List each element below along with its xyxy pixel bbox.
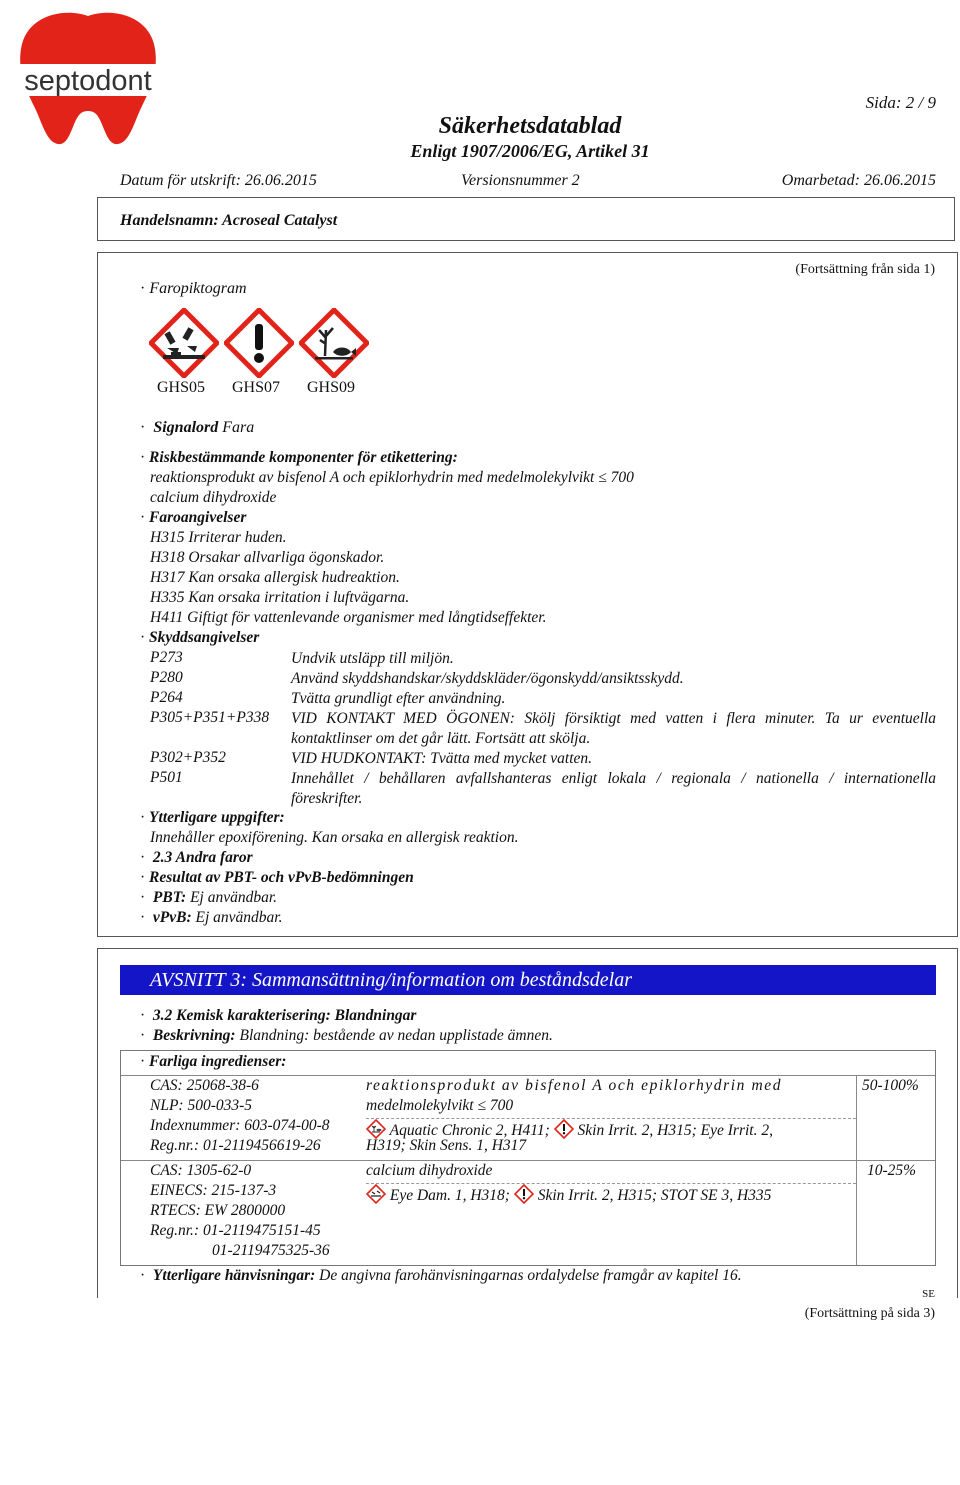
language-code: SE [922, 1288, 935, 1300]
ingredient-id: Reg.nr.: 01-2119456619-26 [150, 1137, 321, 1154]
ingredient-id: Reg.nr.: 01-2119475151-45 [150, 1222, 321, 1239]
exclamation-icon [554, 1119, 574, 1139]
precaution-text: VID KONTAKT MED ÖGONEN: Skölj försiktigt med vatten i flera minuter. Ta ur eventuella kontaktlinser om det går lätt. Fortsätt att skölja. [291, 710, 936, 747]
component-line: reaktionsprodukt av bisfenol A och epiklorhydrin med medelmolekylvikt ≤ 700 [150, 469, 634, 486]
hazard-heading: · Faroangivelser [140, 509, 246, 527]
product-name: Handelsnamn: Acroseal Catalyst [120, 212, 338, 229]
precaution-code: P305+P351+P338 [150, 709, 270, 726]
ingredient-id: NLP: 500-033-5 [150, 1097, 253, 1114]
other-hazards: · 2.3 Andra faror [140, 849, 253, 867]
extra-info-text: Innehåller epoxiförening. Kan orsaka en allergisk reaktion. [150, 829, 519, 846]
components-heading: · Riskbestämmande komponenter för etikettering: [140, 449, 458, 467]
hazard-statement: H315 Irriterar huden. [150, 529, 287, 546]
ingredients-heading: · Farliga ingredienser: [140, 1053, 286, 1071]
precaution-heading: · Skyddsangivelser [140, 629, 259, 647]
environment-icon [366, 1119, 386, 1139]
description: · Beskrivning: Blandning: bestående av nedan upplistade ämnen. [140, 1027, 553, 1045]
continued-to: (Fortsättning på sida 3) [804, 1306, 935, 1321]
ingredient-id: CAS: 25068-38-6 [150, 1077, 259, 1094]
hazard-statement: H411 Giftigt för vattenlevande organismer med långtidseffekter. [150, 609, 547, 626]
precaution-code: P302+P352 [150, 749, 226, 766]
ingredient-id: Indexnummer: 603-074-00-8 [150, 1117, 330, 1134]
precaution-text: Innehållet / behållaren avfallshanteras enligt lokala / regionala / nationella / internationella föreskrifter. [291, 770, 936, 807]
pbt-result: · PBT: Ej användbar. [140, 889, 277, 907]
corrosion-icon [366, 1184, 386, 1204]
ingredient-id: CAS: 1305-62-0 [150, 1162, 252, 1179]
version-number: Versionsnummer 2 [461, 172, 580, 189]
ingredient-name: reaktionsprodukt av bisfenol A och epiklorhydrin med [366, 1077, 783, 1094]
environment-icon [299, 308, 369, 378]
corrosion-icon [149, 308, 219, 378]
pictogram-heading: · Faropiktogram [140, 280, 247, 298]
precaution-text: Använd skyddshandskar/skyddskläder/ögonskydd/ansiktsskydd. [291, 670, 684, 687]
continued-from: (Fortsättning från sida 1) [795, 262, 935, 277]
pictogram-label-ghs09: GHS09 [307, 379, 356, 396]
extra-info-heading: · Ytterligare uppgifter: [140, 809, 285, 827]
document-title: Säkerhetsdatablad [438, 113, 622, 139]
svg-text:septodont: septodont [24, 65, 152, 97]
ingredient-id: 01-2119475325-36 [212, 1242, 330, 1259]
ingredient-id: EINECS: 215-137-3 [150, 1182, 277, 1199]
precaution-code: P273 [150, 649, 183, 666]
exclamation-icon [514, 1184, 534, 1204]
ingredient-classification: Eye Dam. 1, H318; Skin Irrit. 2, H315; STOT SE 3, H335 [366, 1184, 771, 1205]
chemical-characterisation: · 3.2 Kemisk karakterisering: Blandningar [140, 1007, 416, 1025]
ingredient-id: RTECS: EW 2800000 [150, 1202, 286, 1219]
precaution-text: VID HUDKONTAKT: Tvätta med mycket vatten. [291, 750, 593, 767]
precaution-text: Undvik utsläpp till miljön. [291, 650, 454, 667]
hazard-statement: H335 Kan orsaka irritation i luftvägarna. [150, 589, 410, 606]
section3-banner: AVSNITT 3: Sammansättning/information om beståndsdelar [120, 965, 936, 995]
hazard-statement: H317 Kan orsaka allergisk hudreaktion. [150, 569, 400, 586]
precaution-text: Tvätta grundligt efter användning. [291, 690, 506, 707]
precaution-code: P501 [150, 769, 183, 786]
ingredient-classification: H319; Skin Sens. 1, H317 [366, 1137, 527, 1154]
document-subtitle: Enligt 1907/2006/EG, Artikel 31 [410, 141, 650, 161]
pictogram-label-ghs05: GHS05 [157, 379, 206, 396]
exclamation-icon [224, 308, 294, 378]
signal-word: · Signalord Fara [140, 419, 254, 437]
ingredient-name: calcium dihydroxide [366, 1162, 493, 1179]
hazard-statement: H318 Orsakar allvarliga ögonskador. [150, 549, 385, 566]
vpvb-result: · vPvB: Ej användbar. [140, 909, 283, 927]
pbt-heading: · Resultat av PBT- och vPvB-bedömningen [140, 869, 414, 887]
further-references: · Ytterligare hänvisningar: De angivna farohänvisningarnas ordalydelse framgår av kapitel 16. [140, 1267, 742, 1285]
ingredient-percent: 50-100% [862, 1077, 919, 1094]
component-line: calcium dihydroxide [150, 489, 277, 506]
precaution-code: P264 [150, 689, 183, 706]
precaution-code: P280 [150, 669, 183, 686]
septodont-logo [14, 10, 162, 150]
pictogram-label-ghs07: GHS07 [232, 379, 281, 396]
print-date: Datum för utskrift: 26.06.2015 [120, 172, 317, 189]
revised-date: Omarbetad: 26.06.2015 [781, 172, 936, 189]
page-number: Sida: 2 / 9 [865, 93, 936, 112]
ingredient-name: medelmolekylvikt ≤ 700 [366, 1097, 514, 1114]
ingredient-percent: 10-25% [867, 1162, 917, 1179]
ingredient-classification: Aquatic Chronic 2, H411; Skin Irrit. 2, H315; Eye Irrit. 2, [366, 1119, 773, 1140]
